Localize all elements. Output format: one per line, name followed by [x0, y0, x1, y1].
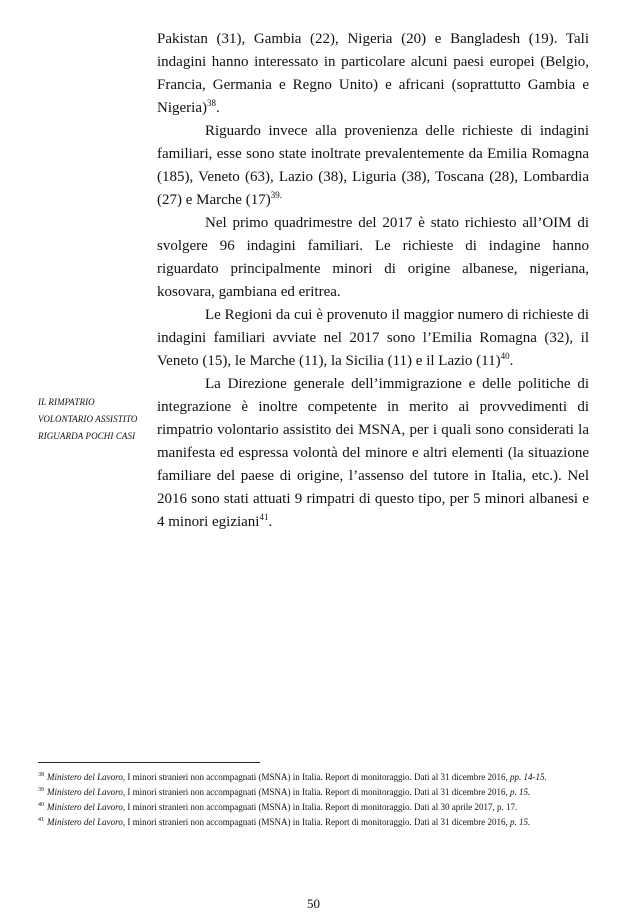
footnote-ref-38[interactable]: 38 [206, 98, 216, 108]
body-text [157, 28, 589, 534]
margin-note: IL RIMPATRIO VOLONTARIO ASSISTITO RIGUARDA POCHI CASI [38, 397, 138, 441]
footnote-39: $^{39}$ Ministero del Lavoro, I minori stranieri non accompagnati (MSNA) in Italia. Report di monitoraggio. Dati al 31 dicembre 2016, p. 15. [38, 787, 531, 797]
footnote-separator [38, 762, 260, 763]
footnote-40: $^{40}$ Ministero del Lavoro, I minori stranieri non accompagnati (MSNA) in Italia. Report di monitoraggio. Dati al 30 aprile 2017, p. 17. [38, 802, 518, 812]
footnote-38: $^{38}$ Ministero del Lavoro, I minori stranieri non accompagnati (MSNA) in Italia. Report di monitoraggio. Dati al 31 dicembre 2016, pp. 14-15. [38, 772, 547, 782]
paragraph-2: Riguardo invece alla provenienza delle richieste di indagini familiari, esse sono state inoltrate prevalentemente da Emilia Romagna (185), Veneto (63), Lazio (38), Liguria (38), Toscana (28), Lombardia (27) e Marche $(17)^{39.}$ [157, 123, 589, 208]
footnote-ref-41[interactable]: 41 [259, 512, 269, 522]
paragraph-5: La Direzione generale dell’immigrazione e delle politiche di integrazione è inoltre competente in merito ai provvedimenti di rimpatrio volontario assistito dei MSNA, per i quali sono considerati la manifesta ed espressa volontà del minore e altri elementi (la situazione familiare del paese di origine, l’assenso del tutore in Italia, etc.). Nel 2016 sono stati attuati 9 rimpatri di questo tipo, per 5 minori albanesi e 4 minori egiziani$^{41}$. [157, 376, 589, 530]
footnote-41: $^{41}$ Ministero del Lavoro, I minori stranieri non accompagnati (MSNA) in Italia. Report di monitoraggio. Dati al 31 dicembre 2016, p. 15. [38, 817, 531, 827]
footnote-ref-39[interactable]: 39. [270, 190, 282, 200]
paragraph-3: Nel primo quadrimestre del 2017 è stato richiesto all’OIM di svolgere 96 indagini familiari. Le richieste di indagine hanno riguardato principalmente minori di origine albanese, nigeriana, kosovara, gambiana ed eritrea. [157, 215, 589, 300]
paragraph-1: Pakistan (31), Gambia (22), Nigeria (20) e Bangladesh (19). Tali indagini hanno interessato in particolare alcuni paesi europei (Belgio, Francia, Germania e Regno Unito) e africani (soprattutto Gambia e Nigeria)$^{38}$. [157, 31, 589, 116]
paragraph-4: Le Regioni da cui è provenuto il maggior numero di richieste di indagini familiari avviate nel 2017 sono l’Emilia Romagna (32), il Veneto (15), le Marche (11), la Sicilia (11) e il Lazio $(11)^{40}$. [157, 307, 589, 369]
footnotes [38, 771, 590, 831]
footnote-ref-40[interactable]: 40 [500, 351, 510, 361]
page-number: 50 [307, 896, 320, 911]
